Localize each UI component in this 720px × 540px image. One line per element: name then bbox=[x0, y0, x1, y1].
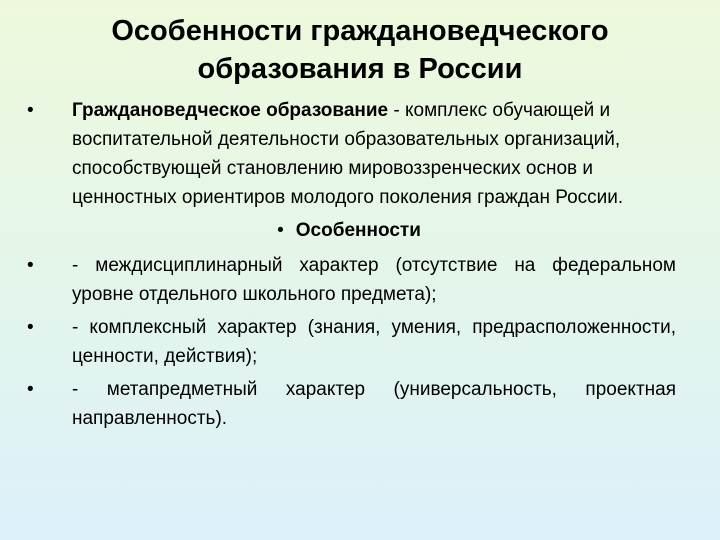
slide-title-line-1: Особенности граждановедческого bbox=[111, 15, 609, 47]
features-heading-item bbox=[22, 216, 676, 245]
slide-title-line-2: образования в России bbox=[197, 53, 523, 85]
feature-text: - метапредметный характер (универсальность, проектная направленность). bbox=[72, 379, 676, 429]
bullet-icon: • bbox=[27, 255, 34, 276]
definition-body: - комплекс обучающей и воспитательной деятельности образовательных организаций, способствующей становлению мировоззренческих основ и ценностных ориентиров молодого поколения граждан России. bbox=[72, 100, 624, 208]
definition-term: Граждановедческое образование bbox=[72, 100, 389, 121]
feature-item bbox=[22, 313, 676, 371]
feature-text: - комплексный характер (знания, умения, предрасположенности, ценности, действия); bbox=[72, 317, 676, 367]
bullet-icon: • bbox=[277, 220, 284, 241]
features-heading: Особенности bbox=[295, 220, 421, 241]
bullet-icon: • bbox=[27, 379, 34, 400]
slide-content bbox=[22, 96, 676, 437]
feature-item bbox=[22, 375, 676, 433]
bullet-icon: • bbox=[27, 100, 34, 121]
feature-item bbox=[22, 251, 676, 309]
slide-title bbox=[20, 12, 700, 88]
feature-text: - междисциплинарный характер (отсутствие на федеральном уровне отдельного школьного предмета); bbox=[72, 255, 676, 305]
bullet-icon: • bbox=[27, 317, 34, 338]
definition-text bbox=[72, 96, 676, 212]
definition-item bbox=[22, 96, 676, 212]
